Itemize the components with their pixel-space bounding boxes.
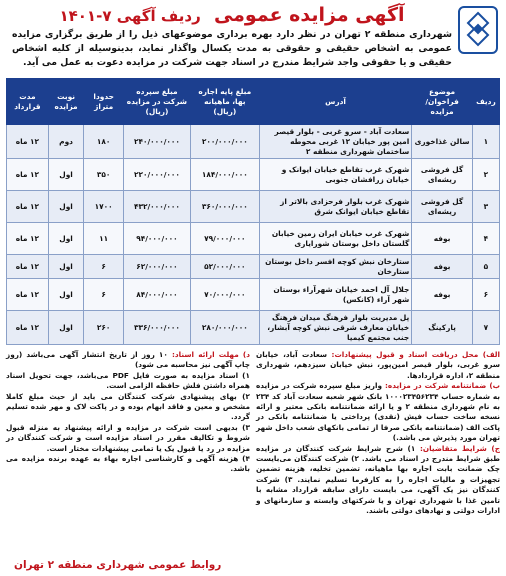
cell-duration: ۱۲ ماه bbox=[7, 223, 49, 255]
public-relations-signature: روابط عمومی شهرداری منطقه ۲ تهران bbox=[14, 559, 222, 571]
cell-subject: بوفه bbox=[412, 255, 473, 279]
header-duration: مدت قرارداد bbox=[7, 79, 49, 125]
cell-row-num: ۳ bbox=[472, 191, 499, 223]
table-row bbox=[7, 159, 500, 191]
header-row-num: ردیف bbox=[472, 79, 499, 125]
cell-subject: بوفه bbox=[412, 223, 473, 255]
cell-base-rent: ۳۶۰/۰۰۰/۰۰۰ bbox=[190, 191, 259, 223]
table-header-row bbox=[7, 79, 500, 125]
cell-row-num: ۵ bbox=[472, 255, 499, 279]
cell-round: اول bbox=[48, 223, 84, 255]
cell-round: اول bbox=[48, 159, 84, 191]
section-b bbox=[256, 381, 500, 443]
ad-intro: شهرداری منطقه ۲ تهران در نظر دارد بهره برداری موضوعهای ذیل را از طریق برگزاری مزایده عمومی به اشخاص حقیقی و حقوقی به مدت یکسال واگذار نماید، بدینوسیله از کلیه اشخاص حقیقی و یا حقوقی واجد شرایط مندرج در اسناد جهت شرکت در مزایده دعوت به عمل می آید. bbox=[12, 29, 452, 68]
terms-left-column bbox=[6, 350, 250, 517]
cell-area: ۲۶۰ bbox=[84, 311, 124, 345]
cell-duration: ۱۲ ماه bbox=[7, 125, 49, 159]
cell-address: شهرک غرب خیابان ایران زمین خیابان گلستان داخل بوستان شورایاری bbox=[259, 223, 411, 255]
cell-address: ستارخان نبش کوچه افسر داخل بوستان ستارخان bbox=[259, 255, 411, 279]
cell-address: شهرک غرب بلوار فرحزادی بالاتر از تقاطع خیابان ایوانک شرق bbox=[259, 191, 411, 223]
ad-title-main: آگهی مزایده عمومی bbox=[213, 4, 405, 26]
cell-area: ۱۷۰۰ bbox=[84, 191, 124, 223]
table-row bbox=[7, 311, 500, 345]
header-base-rent: مبلغ پایه اجاره بها، ماهیانه (ریال) bbox=[190, 79, 259, 125]
cell-deposit: ۶۲/۰۰۰/۰۰۰ bbox=[124, 255, 191, 279]
cell-row-num: ۷ bbox=[472, 311, 499, 345]
cell-subject: گل فروشی ریشه‌ای bbox=[412, 191, 473, 223]
cell-row-num: ۴ bbox=[472, 223, 499, 255]
terms-section bbox=[6, 350, 500, 517]
cell-duration: ۱۲ ماه bbox=[7, 191, 49, 223]
cell-round: اول bbox=[48, 279, 84, 311]
section-b-text: واریز مبلغ سپرده شرکت در مزایده به شماره حساب ۱۰۰۰۲۳۴۵۶۲۳۴ بانک شهر شعبه سعادت آباد کد ۲۳۴ به نام شهرداری منطقه ۲ و یا ارائه ضمانتنامه بانکی معتبر و ارائه نسخه ساخت حساب فیش (نقدی) پرداختی یا ضمانتنامه بانکی در پاکت الف (ضمانتنامه بانکی صرفا از تمامی بانکهای شعب داخل شهر تهران مورد پذیرش می باشد.) bbox=[256, 381, 501, 443]
section-d-text: ۱۰ روز از تاریخ انتشار آگهی می‌باشد (روز چاپ آگهی نیز محاسبه می شود) bbox=[6, 350, 250, 370]
note-1: ۱) اسناد مزایده به صورت فایل PDF می‌باشد، جهت تحویل اسناد همراه داشتن فلش حافظه الزامی است. bbox=[6, 370, 250, 391]
municipality-logo bbox=[458, 6, 498, 54]
cell-base-rent: ۱۸۴/۰۰۰/۰۰۰ bbox=[190, 159, 259, 191]
cell-area: ۳۵۰ bbox=[84, 159, 124, 191]
note-3: ۳) بدیهی است شرکت در مزایده و ارائه پیشنهاد به منزله قبول شروط و تکالیف مقرر در اسناد مزایده است و شرکت کنندگان در مزایده در رد یا قبول یک یا تمامی پیشنهادات مختار است. bbox=[6, 422, 250, 453]
cell-deposit: ۴۳۲/۰۰۰/۰۰۰ bbox=[124, 191, 191, 223]
cell-round: دوم bbox=[48, 125, 84, 159]
note-2: ۲) بهای پیشنهادی شرکت کنندگان می باید از حیث مبلغ کاملا مشخص و معین و فاقد ابهام بوده و در پاکت لاک و مهر شده تسلیم گردد. bbox=[6, 391, 250, 422]
cell-subject: سالن غذاخوری bbox=[412, 125, 473, 159]
terms-right-column bbox=[256, 350, 500, 517]
cell-row-num: ۱ bbox=[472, 125, 499, 159]
cell-deposit: ۳۳۶/۰۰۰/۰۰۰ bbox=[124, 311, 191, 345]
section-d bbox=[6, 350, 250, 371]
tehran-emblem-icon bbox=[463, 10, 493, 50]
cell-address: سعادت آباد - سرو غربی - بلوار قیصر امین پور خیابان ۱۲ غربی محوطه ساختمان شهرداری منطقه ۲ bbox=[259, 125, 411, 159]
table-row bbox=[7, 223, 500, 255]
section-c-text: ۱) شرح شرایط شرکت کنندگان در مزایده طبق شرایط مندرج در اسناد می باشد. ۲) شرکت کنندگان می‌بایست چک ضمانت بابت اجاره بها ماهیانه، تضمین تخلیه، هزینه تضمین تجهیزات و مالیات اجاره را به کارفرما تسلیم نمایند. ۳) شرکت کنندگان نیز یک آگهی، می بایست دارای سابقه قرارداد مشابه با تامین غذا با شهرداری تهران و یا شرکتهای وابسته و سازمانهای و ادارات دولتی و نهادهای دولتی باشند. bbox=[256, 443, 501, 516]
cell-area: ۱۱ bbox=[84, 223, 124, 255]
table-row bbox=[7, 279, 500, 311]
header-address: آدرس bbox=[259, 79, 411, 125]
cell-duration: ۱۲ ماه bbox=[7, 311, 49, 345]
cell-subject: بوفه bbox=[412, 279, 473, 311]
cell-deposit: ۲۲۰/۰۰۰/۰۰۰ bbox=[124, 159, 191, 191]
cell-base-rent: ۵۲/۰۰۰/۰۰۰ bbox=[190, 255, 259, 279]
auction-table bbox=[6, 78, 500, 345]
cell-round: اول bbox=[48, 191, 84, 223]
cell-duration: ۱۲ ماه bbox=[7, 255, 49, 279]
section-c-title: ج) شرایط متقاضیان: bbox=[419, 443, 500, 453]
cell-base-rent: ۲۰۰/۰۰۰/۰۰۰ bbox=[190, 125, 259, 159]
cell-row-num: ۲ bbox=[472, 159, 499, 191]
cell-subject: گل فروشی ریشه‌ای bbox=[412, 159, 473, 191]
header-round: نوبت مزایده bbox=[48, 79, 84, 125]
header bbox=[6, 4, 500, 70]
header-deposit: مبلغ سپرده شرکت در مزایده (ریال) bbox=[124, 79, 191, 125]
table-row bbox=[7, 255, 500, 279]
section-a-text: سعادت آباد، خیابان سرو غربی، بلوار قیصر امین‌پور، نبش خیابان سیزدهم، شهرداری منطقه ۲، اداره قراردادها. bbox=[256, 350, 500, 380]
cell-address: شهرک غرب تقاطع خیابان ایوانک و خیابان زرافشان جنوبی bbox=[259, 159, 411, 191]
section-a-title: الف) محل دریافت اسناد و قبول پیشنهادات: bbox=[331, 350, 500, 359]
section-c bbox=[256, 444, 500, 517]
note-4: ۴) هزینه آگهی و کارشناسی اجاره بهاء به عهده برنده مزایده می باشد. bbox=[6, 454, 250, 474]
cell-base-rent: ۷۰/۰۰۰/۰۰۰ bbox=[190, 279, 259, 311]
ad-row-label: ردیف آگهی ۷-۱۴۰۱ bbox=[59, 7, 201, 25]
cell-area: ۶ bbox=[84, 255, 124, 279]
section-b-title: ب) ضمانتنامه شرکت در مزایده: bbox=[385, 381, 500, 391]
cell-deposit: ۸۴/۰۰۰/۰۰۰ bbox=[124, 279, 191, 311]
cell-area: ۱۸۰ bbox=[84, 125, 124, 159]
cell-base-rent: ۷۹/۰۰۰/۰۰۰ bbox=[190, 223, 259, 255]
cell-deposit: ۲۴۰/۰۰۰/۰۰۰ bbox=[124, 125, 191, 159]
header-subject: موضوع فراخوان/ مزایده bbox=[412, 79, 473, 125]
cell-address: پل مدیریت بلوار فرهنگ میدان فرهنگ خیابان معارف شرقی نبش کوچه آبشار، جنب مجتمع کیمیا bbox=[259, 311, 411, 345]
section-a bbox=[256, 350, 500, 381]
table-row bbox=[7, 125, 500, 159]
cell-duration: ۱۲ ماه bbox=[7, 279, 49, 311]
cell-address: جلال آل احمد خیابان شهرآراء بوستان شهر آراء (کانکس) bbox=[259, 279, 411, 311]
header-area: حدودا متراژ bbox=[84, 79, 124, 125]
section-d-title: د) مهلت ارائه اسناد: bbox=[172, 350, 250, 359]
ad-title bbox=[12, 4, 452, 26]
cell-area: ۶ bbox=[84, 279, 124, 311]
cell-deposit: ۹۴/۰۰۰/۰۰۰ bbox=[124, 223, 191, 255]
table-row bbox=[7, 191, 500, 223]
cell-base-rent: ۲۸۰/۰۰۰/۰۰۰ bbox=[190, 311, 259, 345]
cell-duration: ۱۲ ماه bbox=[7, 159, 49, 191]
cell-row-num: ۶ bbox=[472, 279, 499, 311]
cell-round: اول bbox=[48, 311, 84, 345]
cell-subject: پارکینگ bbox=[412, 311, 473, 345]
cell-round: اول bbox=[48, 255, 84, 279]
